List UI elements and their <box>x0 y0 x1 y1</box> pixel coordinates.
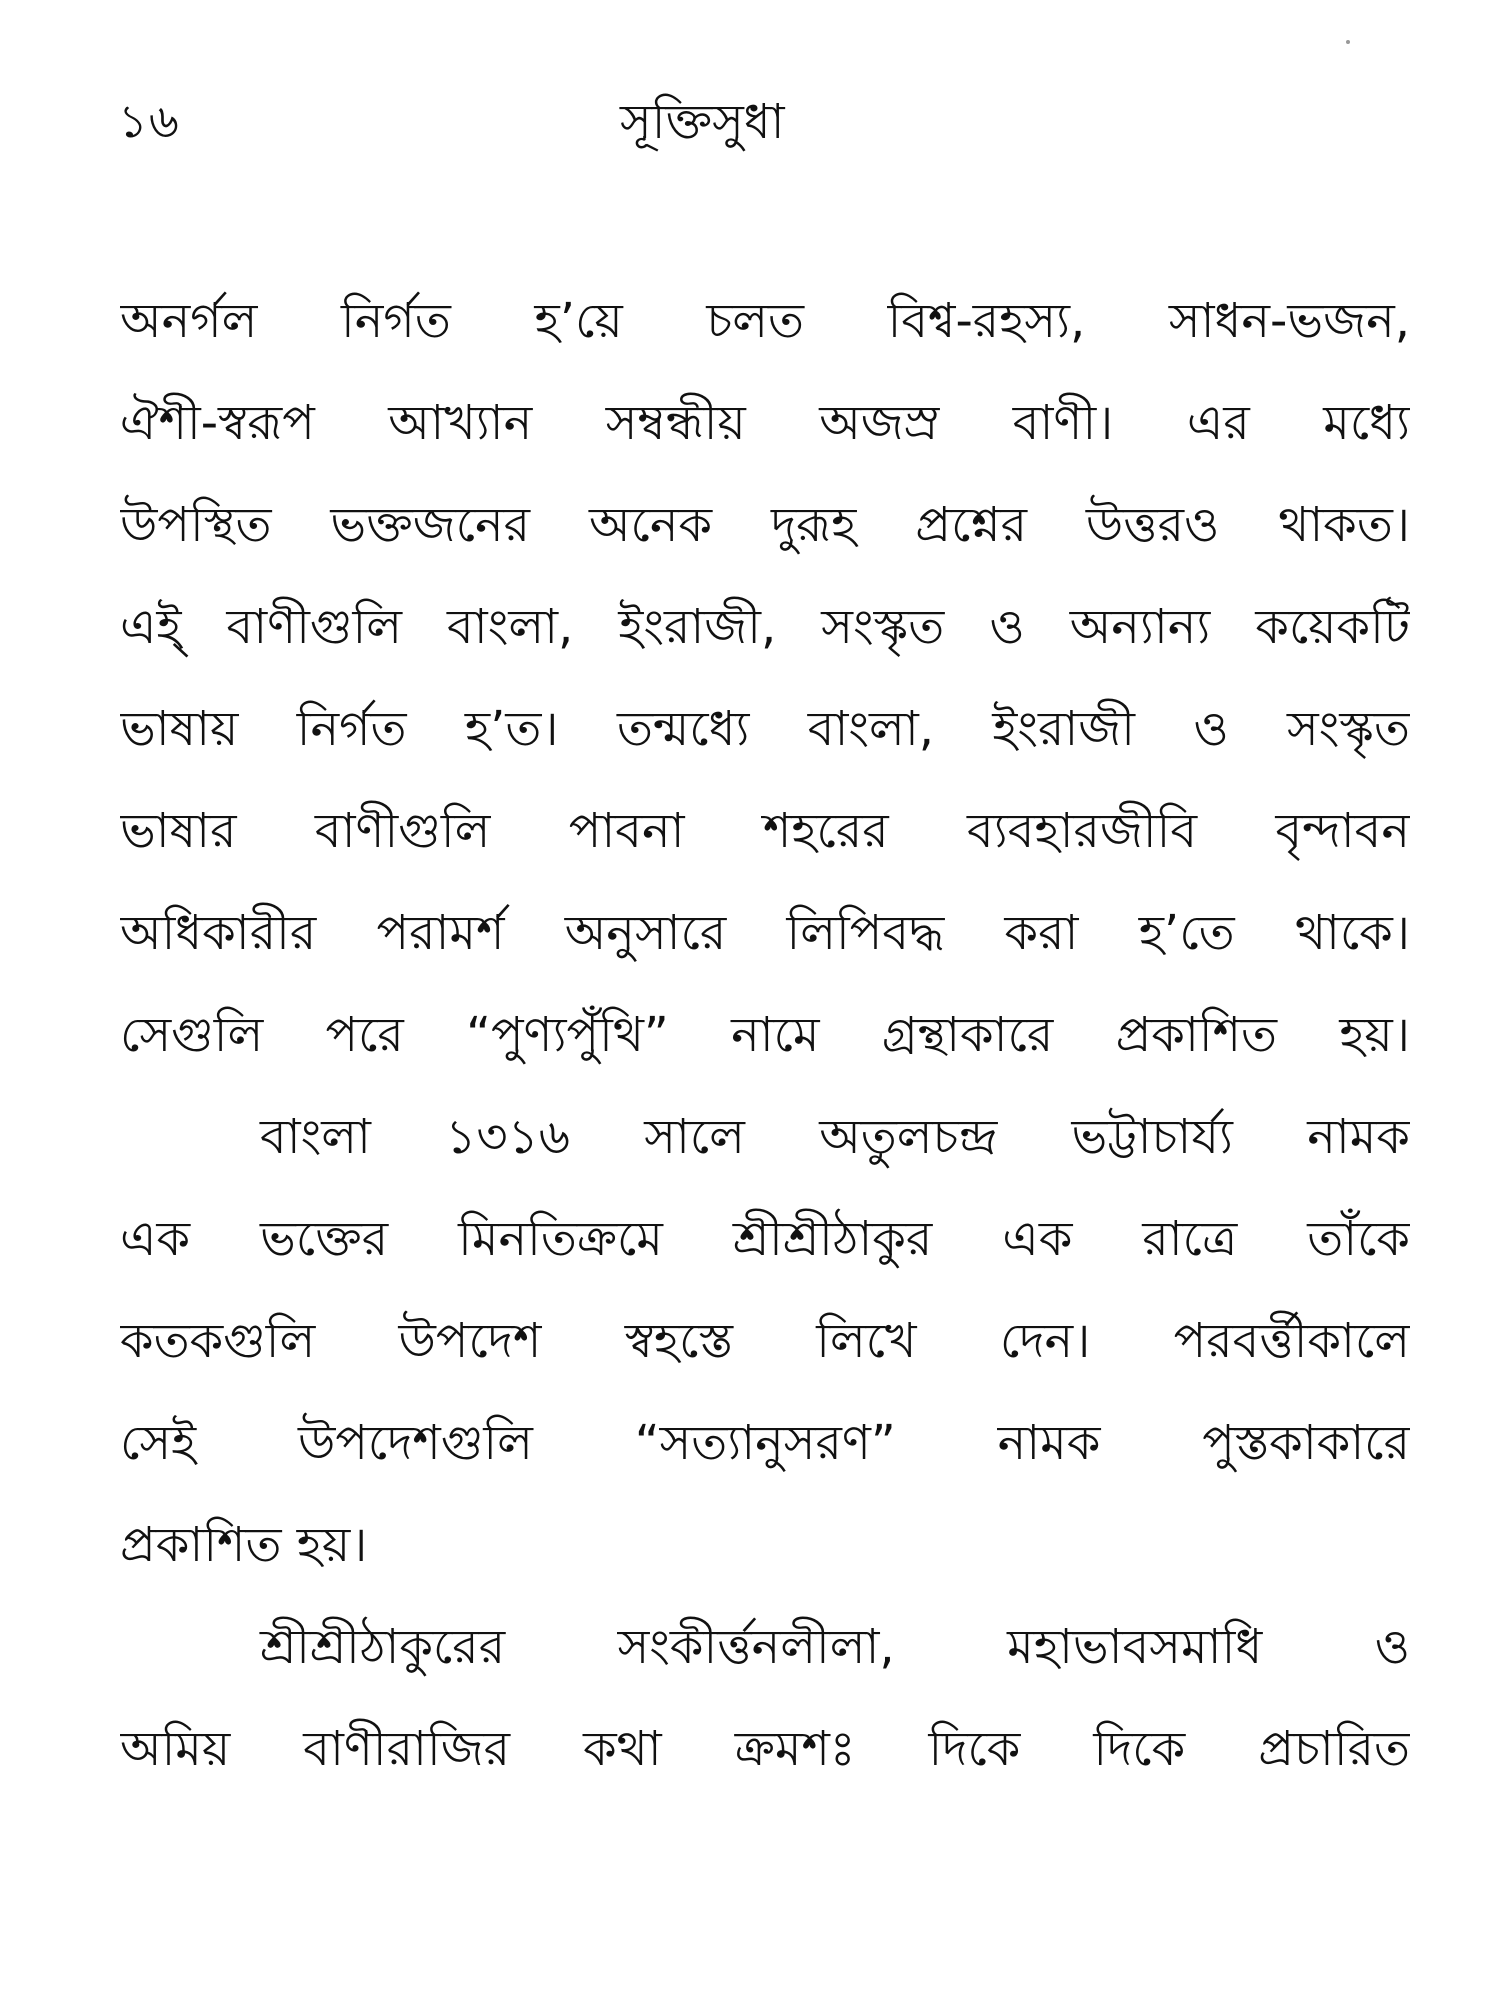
page-number: ১৬ <box>118 94 180 148</box>
paragraph-end-line: প্রকাশিত হয়। <box>120 1517 368 1573</box>
text-line: এই্ বাণীগুলি বাংলা, ইংরাজী, সংস্কৃত ও অন্যান্য কয়েকটি <box>120 599 1410 655</box>
text-line: সেগুলি পরে “পুণ্যপুঁথি” নামে গ্রন্থাকারে প্রকাশিত হয়। <box>120 1007 1410 1063</box>
scan-speck <box>1346 40 1350 44</box>
text-line: ভাষার বাণীগুলি পাবনা শহরের ব্যবহারজীবি বৃন্দাবন <box>120 803 1410 859</box>
text-line: ভাষায় নির্গত হ’ত। তন্মধ্যে বাংলা, ইংরাজী ও সংস্কৃত <box>120 701 1410 757</box>
text-line: এক ভক্তের মিনতিক্রমে শ্রীশ্রীঠাকুর এক রাত্রে তাঁকে <box>120 1211 1410 1267</box>
body-text <box>120 270 1410 1800</box>
text-line: অধিকারীর পরামর্শ অনুসারে লিপিবদ্ধ করা হ’তে থাকে। <box>120 905 1410 961</box>
paragraph-start-line: বাংলা ১৩১৬ সালে অতুলচন্দ্র ভট্টাচার্য্য নামক <box>260 1109 1410 1165</box>
paragraph-start-line: শ্রীশ্রীঠাকুরের সংকীর্ত্তনলীলা, মহাভাবসমাধি ও <box>260 1619 1410 1675</box>
text-line: উপস্থিত ভক্তজনের অনেক দুরূহ প্রশ্নের উত্তরও থাকত। <box>120 497 1410 553</box>
text-line: অমিয় বাণীরাজির কথা ক্রমশঃ দিকে দিকে প্রচারিত <box>120 1721 1410 1777</box>
running-title: সূক্তিসুধা <box>620 94 785 150</box>
text-line: সেই উপদেশগুলি “সত্যানুসরণ” নামক পুস্তকাকারে <box>120 1415 1410 1471</box>
text-line: অনর্গল নির্গত হ’য়ে চলত বিশ্ব-রহস্য, সাধন-ভজন, <box>120 293 1410 349</box>
text-line: কতকগুলি উপদেশ স্বহস্তে লিখে দেন। পরবর্ত্তীকালে <box>120 1313 1410 1369</box>
text-line: ঐশী-স্বরূপ আখ্যান সম্বন্ধীয় অজস্র বাণী। এর মধ্যে <box>120 395 1410 451</box>
